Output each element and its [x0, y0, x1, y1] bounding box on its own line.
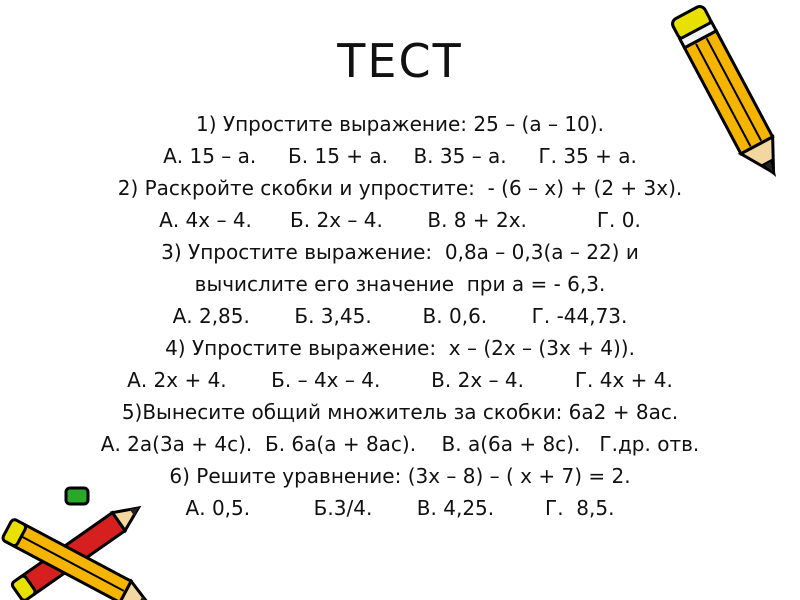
question-4-text: 4) Упростите выражение: х – (2х – (3х + 4)). — [165, 336, 635, 360]
question-4-answers: А. 2х + 4. Б. – 4х – 4. В. 2х – 4. Г. 4х + 4. — [127, 368, 673, 392]
question-3-answers: А. 2,85. Б. 3,45. В. 0,6. Г. -44,73. — [172, 304, 628, 328]
question-2-answers: А. 4х – 4. Б. 2х – 4. В. 8 + 2х. Г. 0. — [159, 208, 641, 232]
pencil-icon — [660, 0, 800, 195]
question-1-text: 1) Упростите выражение: 25 – (а – 10). — [196, 112, 604, 136]
pencils-icon — [0, 480, 170, 600]
question-5-answers: А. 2а(3а + 4с). Б. 6а(а + 8ас). В. а(6а + 8с). Г.др. отв. — [100, 432, 700, 456]
slide-title: ТЕСТ — [337, 34, 463, 88]
question-2-text: 2) Раскройте скобки и упростите: - (6 – х) + (2 + 3х). — [117, 176, 683, 200]
question-6-answers: А. 0,5. Б.3/4. В. 4,25. Г. 8,5. — [185, 496, 615, 520]
question-6-text: 6) Решите уравнение: (3х – 8) – ( х + 7) = 2. — [169, 464, 631, 488]
question-3-text-cont: вычислите его значение при а = - 6,3. — [194, 272, 606, 296]
question-1-answers: А. 15 – а. Б. 15 + а. В. 35 – а. Г. 35 + а. — [163, 144, 637, 168]
question-3-text: 3) Упростите выражение: 0,8а – 0,3(а – 22) и — [161, 240, 639, 264]
question-5-text: 5)Вынесите общий множитель за скобки: 6а2 + 8ас. — [121, 400, 679, 424]
